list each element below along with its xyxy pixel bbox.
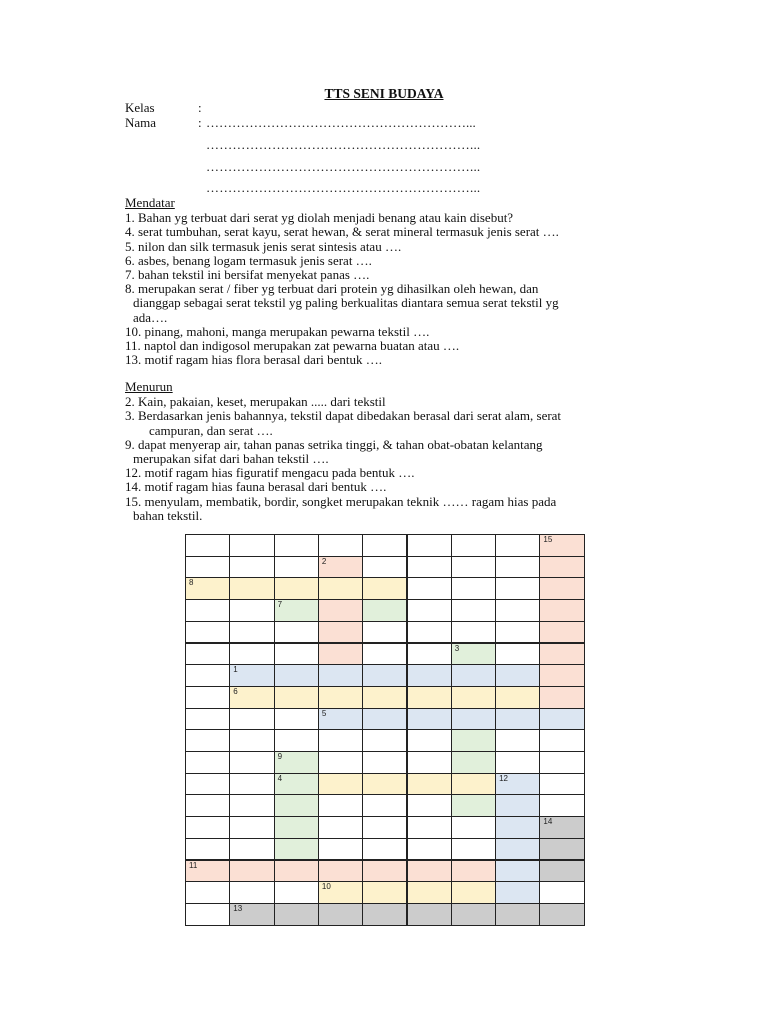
crossword-cell[interactable] (274, 903, 319, 926)
crossword-cell[interactable] (451, 729, 496, 752)
crossword-cell[interactable] (362, 751, 407, 774)
crossword-cell[interactable] (274, 599, 319, 622)
crossword-cell[interactable] (318, 708, 363, 731)
clue-across-8: 8. merupakan serat / fiber yg terbuat dari protein yg dihasilkan oleh hewan, dan (125, 281, 539, 297)
crossword-cell[interactable] (495, 599, 540, 622)
crossword-cell[interactable] (362, 643, 407, 666)
clue-across-11: 11. naptol dan indigosol merupakan zat pewarna buatan atau …. (125, 338, 460, 354)
crossword-cell[interactable] (407, 903, 452, 926)
crossword-cell[interactable] (362, 773, 407, 796)
crossword-cell[interactable] (274, 838, 319, 861)
clue-number: 5 (321, 708, 327, 718)
crossword-cell[interactable] (407, 794, 452, 817)
clue-number: 8 (189, 578, 194, 588)
clue-across-7: 7. bahan tekstil ini bersifat menyekat panas …. (125, 267, 370, 283)
crossword-cell[interactable] (318, 751, 363, 774)
crossword-cell[interactable] (274, 729, 319, 752)
crossword-cell[interactable] (185, 860, 230, 883)
crossword-cell[interactable] (451, 664, 496, 687)
crossword-cell[interactable] (451, 773, 496, 796)
crossword-cell[interactable] (495, 708, 540, 731)
crossword-cell[interactable] (451, 903, 496, 926)
crossword-cell[interactable] (495, 773, 540, 796)
crossword-cell[interactable] (407, 577, 452, 600)
crossword-cell[interactable] (539, 838, 584, 861)
clue-number: 2 (321, 556, 327, 566)
nama-row (125, 115, 476, 130)
crossword-cell[interactable] (539, 643, 584, 666)
nama-value[interactable]: ……………………………………………………... (206, 115, 476, 130)
crossword-cell[interactable] (185, 773, 230, 796)
crossword-cell[interactable] (451, 577, 496, 600)
crossword-cell[interactable] (407, 816, 452, 839)
crossword-cell[interactable] (229, 556, 274, 579)
clue-number: 12 (499, 773, 508, 783)
clue-across-10: 10. pinang, mahoni, manga merupakan pewarna tekstil …. (125, 323, 430, 339)
crossword-cell[interactable] (318, 556, 363, 579)
clue-across-5: 5. nilon dan silk termasuk jenis serat sintesis atau …. (125, 238, 402, 254)
crossword-cell[interactable] (362, 664, 407, 687)
crossword-cell[interactable] (274, 556, 319, 579)
crossword-cell[interactable] (318, 816, 363, 839)
crossword-cell[interactable] (185, 621, 230, 644)
crossword-cell[interactable] (318, 773, 363, 796)
crossword-cell[interactable] (495, 751, 540, 774)
crossword-cell[interactable] (185, 816, 230, 839)
crossword-cell[interactable] (274, 686, 319, 709)
clue-number: 15 (543, 535, 553, 544)
crossword-cell[interactable] (229, 860, 274, 883)
crossword-cell[interactable] (185, 577, 230, 600)
crossword-cell[interactable] (407, 729, 452, 752)
crossword-cell[interactable] (495, 860, 540, 883)
clue-across-6: 6. asbes, benang logam termasuk jenis serat …. (125, 252, 372, 268)
crossword-cell[interactable] (539, 881, 584, 904)
clue-number: 11 (189, 860, 198, 870)
crossword-cell[interactable] (495, 838, 540, 861)
crossword-cell[interactable] (318, 577, 363, 600)
kelas-label: Kelas (125, 100, 155, 115)
clue-down-15-cont: bahan tekstil. (133, 507, 203, 523)
crossword-cell[interactable] (318, 860, 363, 883)
clue-number: 13 (233, 903, 243, 913)
crossword-cell[interactable] (185, 686, 230, 709)
crossword-cell[interactable] (495, 664, 540, 687)
dots-line[interactable]: ……………………………………………………... (206, 180, 481, 195)
crossword-cell[interactable] (451, 881, 496, 904)
crossword-cell[interactable] (318, 903, 363, 926)
nama-label: Nama (125, 115, 157, 130)
crossword-cell[interactable] (274, 816, 319, 839)
crossword-cell[interactable] (495, 881, 540, 904)
crossword-cell[interactable] (229, 751, 274, 774)
crossword-cell[interactable] (495, 686, 540, 709)
crossword-cell[interactable] (539, 860, 584, 883)
crossword-cell[interactable] (407, 881, 452, 904)
crossword-cell[interactable] (407, 599, 452, 622)
crossword-cell[interactable] (451, 621, 496, 644)
crossword-cell[interactable] (274, 751, 319, 774)
crossword-cell[interactable] (451, 816, 496, 839)
clue-across-13: 13. motif ragam hias flora berasal dari bentuk …. (125, 352, 383, 368)
crossword-cell[interactable] (229, 686, 274, 709)
crossword-cell[interactable] (185, 556, 230, 579)
crossword-cell[interactable] (185, 903, 230, 926)
crossword-cell[interactable] (539, 729, 584, 752)
crossword-cell[interactable] (274, 664, 319, 687)
crossword-cell[interactable] (407, 643, 452, 666)
menurun-heading: Menurun (125, 379, 173, 394)
crossword-cell[interactable] (229, 729, 274, 752)
crossword-cell[interactable] (229, 838, 274, 861)
clue-down-2: 2. Kain, pakaian, keset, merupakan ..... dari tekstil (125, 394, 386, 410)
crossword-cell[interactable] (362, 860, 407, 883)
crossword-cell[interactable] (362, 556, 407, 579)
crossword-cell[interactable] (539, 903, 584, 926)
clue-number: 1 (233, 665, 238, 675)
crossword-cell[interactable] (229, 881, 274, 904)
crossword-cell[interactable] (539, 577, 584, 600)
crossword-cell[interactable] (229, 643, 274, 666)
crossword-cell[interactable] (318, 686, 363, 709)
crossword-cell[interactable] (407, 686, 452, 709)
clue-down-12: 12. motif ragam hias figuratif mengacu pada bentuk …. (125, 465, 415, 481)
crossword-cell[interactable] (495, 794, 540, 817)
crossword-cell[interactable] (362, 708, 407, 731)
clue-across-4: 4. serat tumbuhan, serat kayu, serat hewan, & serat mineral termasuk jenis serat …. (125, 224, 559, 240)
crossword-cell[interactable] (362, 729, 407, 752)
crossword-cell[interactable] (495, 577, 540, 600)
crossword-cell[interactable] (362, 621, 407, 644)
crossword-cell[interactable] (274, 773, 319, 796)
mendatar-heading: Mendatar (125, 195, 175, 210)
crossword-cell[interactable] (229, 621, 274, 644)
crossword-cell[interactable] (274, 708, 319, 731)
menurun-section (125, 380, 645, 523)
clue-number: 14 (543, 817, 553, 827)
crossword-cell[interactable] (185, 664, 230, 687)
crossword-cell[interactable] (185, 643, 230, 666)
crossword-cell[interactable] (274, 881, 319, 904)
clue-down-9: 9. dapat menyerap air, tahan panas setrika tinggi, & tahan obat-obatan kelantang (125, 436, 543, 452)
crossword-cell[interactable] (495, 729, 540, 752)
crossword-cell[interactable] (407, 621, 452, 644)
crossword-cell[interactable] (362, 686, 407, 709)
crossword-cell[interactable] (451, 838, 496, 861)
crossword-cell[interactable] (539, 751, 584, 774)
crossword-cell[interactable] (407, 556, 452, 579)
crossword-cell[interactable] (229, 534, 274, 557)
clue-number: 10 (321, 882, 331, 892)
crossword-cell[interactable] (451, 751, 496, 774)
clue-across-8-cont: ada…. (133, 309, 168, 325)
crossword-cell[interactable] (185, 881, 230, 904)
crossword-cell[interactable] (495, 556, 540, 579)
clue-number: 9 (277, 752, 283, 761)
clue-across-8-cont: dianggap sebagai serat tekstil yg paling berkualitas diantara semua serat tekstil yg (133, 295, 559, 311)
crossword-cell[interactable] (185, 708, 230, 731)
crossword-cell[interactable] (185, 599, 230, 622)
crossword-cell[interactable] (318, 534, 363, 557)
crossword-cell[interactable] (274, 621, 319, 644)
clue-number: 6 (233, 686, 238, 696)
crossword-cell[interactable] (362, 903, 407, 926)
crossword-cell[interactable] (229, 664, 274, 687)
crossword-cell[interactable] (318, 881, 363, 904)
crossword-cell[interactable] (407, 838, 452, 861)
crossword-cell[interactable] (318, 794, 363, 817)
crossword-cell[interactable] (185, 534, 230, 557)
crossword-cell[interactable] (407, 751, 452, 774)
clue-across-1: 1. Bahan yg terbuat dari serat yg diolah menjadi benang atau kain disebut? (125, 210, 514, 226)
crossword-cell[interactable] (229, 599, 274, 622)
crossword-cell[interactable] (407, 860, 452, 883)
crossword-cell[interactable] (451, 643, 496, 666)
crossword-cell[interactable] (451, 534, 496, 557)
crossword-cell[interactable] (185, 751, 230, 774)
clue-down-15: 15. menyulam, membatik, bordir, songket merupakan teknik …… ragam hias pada (125, 493, 557, 509)
crossword-cell[interactable] (185, 729, 230, 752)
crossword-cell[interactable] (362, 577, 407, 600)
crossword-cell[interactable] (362, 599, 407, 622)
crossword-cell[interactable] (229, 577, 274, 600)
crossword-cell[interactable] (274, 643, 319, 666)
crossword-cell[interactable] (539, 794, 584, 817)
crossword-cell[interactable] (539, 534, 584, 557)
crossword-cell[interactable] (274, 860, 319, 883)
crossword-cell[interactable] (185, 838, 230, 861)
crossword-cell[interactable] (362, 794, 407, 817)
crossword-cell[interactable] (318, 729, 363, 752)
clue-number: 4 (277, 773, 283, 783)
crossword-cell[interactable] (407, 773, 452, 796)
crossword-cell[interactable] (318, 664, 363, 687)
crossword-cell[interactable] (318, 643, 363, 666)
clue-down-14: 14. motif ragam hias fauna berasal dari bentuk …. (125, 479, 387, 495)
crossword-cell[interactable] (318, 599, 363, 622)
crossword-cell[interactable] (407, 708, 452, 731)
crossword-cell[interactable] (451, 708, 496, 731)
kelas-colon: : (198, 100, 202, 115)
crossword-cell[interactable] (185, 794, 230, 817)
nama-colon: : (198, 115, 202, 130)
crossword-cell[interactable] (451, 686, 496, 709)
crossword-cell[interactable] (274, 534, 319, 557)
crossword-cell[interactable] (495, 903, 540, 926)
crossword-cell[interactable] (362, 816, 407, 839)
crossword-cell[interactable] (362, 534, 407, 557)
clue-down-3: 3. Berdasarkan jenis bahannya, tekstil dapat dibedakan berasal dari serat alam, serat (125, 408, 562, 424)
crossword-cell[interactable] (495, 643, 540, 666)
page-title: TTS SENI BUDAYA (324, 86, 444, 101)
clue-number: 3 (454, 643, 460, 653)
crossword-cell[interactable] (539, 599, 584, 622)
crossword-cell[interactable] (539, 556, 584, 579)
crossword-cell[interactable] (539, 686, 584, 709)
crossword-cell[interactable] (495, 621, 540, 644)
crossword-cell[interactable] (451, 556, 496, 579)
crossword-cell[interactable] (495, 816, 540, 839)
crossword-cell[interactable] (539, 773, 584, 796)
crossword-cell[interactable] (229, 794, 274, 817)
crossword-cell[interactable] (539, 708, 584, 731)
crossword-cell[interactable] (451, 599, 496, 622)
dots-line[interactable]: ……………………………………………………... (206, 159, 481, 174)
dots-line[interactable]: ……………………………………………………... (206, 137, 481, 152)
crossword-cell[interactable] (407, 664, 452, 687)
crossword-cell[interactable] (539, 621, 584, 644)
crossword-cell[interactable] (274, 794, 319, 817)
clue-down-9-cont: merupakan sifat dari bahan tekstil …. (133, 451, 329, 467)
clue-down-3-cont: campuran, dan serat …. (149, 422, 273, 438)
crossword-cell[interactable] (362, 881, 407, 904)
crossword-cell[interactable] (229, 903, 274, 926)
crossword-cell[interactable] (362, 838, 407, 861)
crossword-cell[interactable] (274, 577, 319, 600)
crossword-cell[interactable] (229, 816, 274, 839)
crossword-cell[interactable] (407, 534, 452, 557)
crossword-cell[interactable] (229, 708, 274, 731)
crossword-cell[interactable] (229, 773, 274, 796)
crossword-cell[interactable] (318, 838, 363, 861)
crossword-cell[interactable] (495, 534, 540, 557)
crossword-cell[interactable] (539, 664, 584, 687)
kelas-row (125, 100, 206, 115)
clue-number: 7 (277, 600, 283, 610)
crossword-cell[interactable] (318, 621, 363, 644)
crossword-cell[interactable] (539, 816, 584, 839)
crossword-cell[interactable] (451, 794, 496, 817)
crossword-cell[interactable] (451, 860, 496, 883)
mendatar-section (125, 196, 645, 367)
